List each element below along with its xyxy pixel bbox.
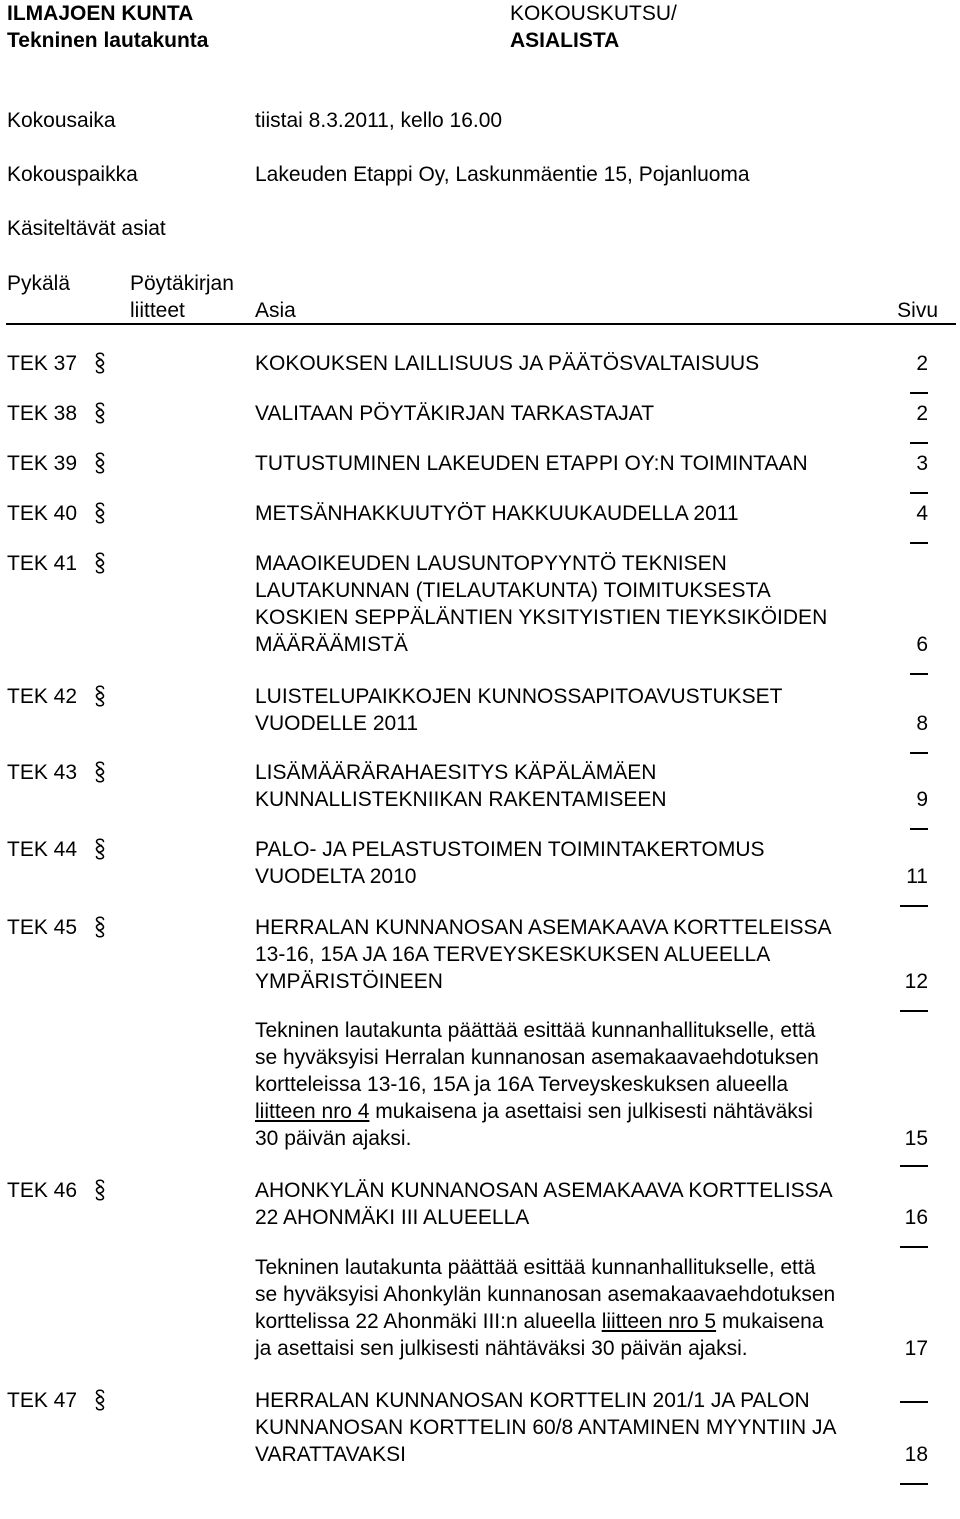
- section-sign-icon: [94, 836, 108, 863]
- tek46-note-page: 17: [904, 1337, 928, 1360]
- meeting-place-label: Kokouspaikka: [7, 163, 138, 186]
- agenda-title-line: MÄÄRÄÄMISTÄ: [255, 633, 408, 656]
- note-line: Tekninen lautakunta päättää esittää kunnanhallitukselle, että: [255, 1256, 816, 1279]
- agenda-title: [255, 450, 895, 477]
- section-sign-icon: [94, 450, 108, 477]
- meeting-time-label: Kokousaika: [7, 109, 116, 132]
- page-number: 18: [904, 1443, 928, 1466]
- agenda-title: [255, 759, 895, 813]
- note-text: mukaisena ja asettaisi sen julkisesti nähtäväksi: [369, 1100, 813, 1123]
- page-number: 3: [916, 452, 928, 475]
- tek45-decision-note: [255, 1017, 895, 1152]
- page-number-underline: [910, 673, 928, 675]
- page-number-underline: [910, 828, 928, 830]
- section-sign-icon: [94, 500, 108, 527]
- agenda-title: [255, 350, 895, 377]
- section-sign-icon: [94, 914, 108, 941]
- page-number: 9: [916, 788, 928, 811]
- note-line: se hyväksyisi Herralan kunnanosan asemakaavaehdotuksen: [255, 1046, 819, 1069]
- page-number-underline: [910, 542, 928, 544]
- page-number: 8: [916, 712, 928, 735]
- agenda-title-line: VUODELTA 2010: [255, 865, 417, 888]
- section-number: TEK 43: [7, 761, 78, 784]
- column-header-pykala: Pykälä: [7, 272, 71, 295]
- column-header-liitteet: liitteet: [130, 299, 185, 322]
- agenda-title-line: YMPÄRISTÖINEEN: [255, 970, 443, 993]
- agenda-title-line: 13-16, 15A JA 16A TERVEYSKESKUKSEN ALUEELLA: [255, 943, 771, 966]
- section-number: TEK 39: [7, 452, 78, 475]
- agenda-title-line: KOSKIEN SEPPÄLÄNTIEN YKSITYISTIEN TIEYKSIKÖIDEN: [255, 606, 828, 629]
- section-sign-icon: [94, 759, 108, 786]
- note-line: se hyväksyisi Ahonkylän kunnanosan asemakaavaehdotuksen: [255, 1283, 836, 1306]
- section-sign-icon: [94, 400, 108, 427]
- note-line: ja asettaisi sen julkisesti nähtäväksi 30 päivän ajaksi.: [255, 1337, 748, 1360]
- agenda-title: [255, 550, 895, 658]
- page-number-underline: [900, 1010, 928, 1012]
- items-heading: Käsiteltävät asiat: [7, 217, 166, 240]
- attachment-link-5[interactable]: liitteen nro 5: [601, 1310, 717, 1333]
- agenda-title: [255, 400, 895, 427]
- note-line: kortteleissa 13-16, 15A ja 16A Terveyskeskuksen alueella: [255, 1073, 789, 1096]
- agenda-title-line: MAAOIKEUDEN LAUSUNTOPYYNTÖ TEKNISEN: [255, 552, 727, 575]
- note-line: 30 päivän ajaksi.: [255, 1127, 412, 1150]
- agenda-title-line: LUISTELUPAIKKOJEN KUNNOSSAPITOAVUSTUKSET: [255, 685, 783, 708]
- agenda-title: [255, 836, 895, 890]
- agenda-title: [255, 500, 895, 527]
- note-line: [255, 1098, 895, 1125]
- page-number: 2: [916, 352, 928, 375]
- page-number: 16: [904, 1206, 928, 1229]
- column-header-sivu: Sivu: [897, 299, 938, 322]
- agenda-title-line: METSÄNHAKKUUTYÖT HAKKUUKAUDELLA 2011: [255, 502, 739, 525]
- column-header-poytakirjan: Pöytäkirjan: [130, 272, 234, 295]
- agenda-title: [255, 1387, 895, 1468]
- agenda-title-line: VARATTAVAKSI: [255, 1443, 406, 1466]
- agenda-title: [255, 914, 895, 995]
- section-number: TEK 41: [7, 552, 78, 575]
- page-number-underline: [900, 1483, 928, 1485]
- page-number-underline: [910, 392, 928, 394]
- section-number: TEK 40: [7, 502, 78, 525]
- agenda-title-line: LAUTAKUNNAN (TIELAUTAKUNTA) TOIMITUKSESTA: [255, 579, 771, 602]
- section-number: TEK 46: [7, 1179, 78, 1202]
- section-number: TEK 45: [7, 916, 78, 939]
- tek46-decision-note: [255, 1254, 895, 1362]
- agenda-title-line: HERRALAN KUNNANOSAN ASEMAKAAVA KORTTELEISSA: [255, 916, 832, 939]
- section-number: TEK 42: [7, 685, 78, 708]
- section-sign-icon: [94, 550, 108, 577]
- agenda-title-line: KUNNALLISTEKNIIKAN RAKENTAMISEEN: [255, 788, 667, 811]
- agenda-title: [255, 1177, 895, 1231]
- note-line: [255, 1308, 895, 1335]
- section-number: TEK 38: [7, 402, 78, 425]
- page-number-underline: [910, 492, 928, 494]
- agenda-title-line: LISÄMÄÄRÄRAHAESITYS KÄPÄLÄMÄEN: [255, 761, 657, 784]
- agenda-title-line: HERRALAN KUNNANOSAN KORTTELIN 201/1 JA PALON: [255, 1389, 810, 1412]
- agenda-title-line: KUNNANOSAN KORTTELIN 60/8 ANTAMINEN MYYNTIIN JA: [255, 1416, 837, 1439]
- agenda-title-line: VUODELLE 2011: [255, 712, 419, 735]
- page-number-underline: [900, 1246, 928, 1248]
- agenda-title-line: VALITAAN PÖYTÄKIRJAN TARKASTAJAT: [255, 402, 655, 425]
- section-number: TEK 37: [7, 352, 78, 375]
- agenda-title: [255, 683, 895, 737]
- page-number-underline: [910, 442, 928, 444]
- section-sign-icon: [94, 1177, 108, 1204]
- header-divider: [6, 323, 956, 325]
- section-sign-icon: [94, 350, 108, 377]
- tek45-note-page: 15: [904, 1127, 928, 1150]
- page-number-underline: [900, 1401, 928, 1403]
- agenda-title-line: AHONKYLÄN KUNNANOSAN ASEMAKAAVA KORTTELISSA: [255, 1179, 833, 1202]
- agenda-title-line: PALO- JA PELASTUSTOIMEN TOIMINTAKERTOMUS: [255, 838, 765, 861]
- note-text: korttelissa 22 Ahonmäki III:n alueella: [255, 1310, 602, 1333]
- agenda-title-line: TUTUSTUMINEN LAKEUDEN ETAPPI OY:N TOIMINTAAN: [255, 452, 808, 475]
- section-number: TEK 44: [7, 838, 78, 861]
- agenda-title-line: 22 AHONMÄKI III ALUEELLA: [255, 1206, 530, 1229]
- section-number: TEK 47: [7, 1389, 78, 1412]
- committee-name: Tekninen lautakunta: [7, 29, 209, 52]
- page-number-underline: [900, 1165, 928, 1167]
- page-number: 4: [916, 502, 928, 525]
- meeting-time-value: tiistai 8.3.2011, kello 16.00: [255, 109, 503, 132]
- meeting-place-value: Lakeuden Etappi Oy, Laskunmäentie 15, Pojanluoma: [255, 163, 750, 186]
- agenda-title-line: KOKOUKSEN LAILLISUUS JA PÄÄTÖSVALTAISUUS: [255, 352, 760, 375]
- page-number: 11: [906, 865, 928, 888]
- page-number-underline: [900, 905, 928, 907]
- note-line: Tekninen lautakunta päättää esittää kunnanhallitukselle, että: [255, 1019, 816, 1042]
- attachment-link-4[interactable]: liitteen nro 4: [255, 1100, 370, 1123]
- note-text: mukaisena: [716, 1310, 824, 1333]
- section-sign-icon: [94, 1387, 108, 1414]
- page-number: 2: [916, 402, 928, 425]
- section-sign-icon: [94, 683, 108, 710]
- document-type-line1: KOKOUSKUTSU/: [510, 2, 677, 25]
- page-number: 12: [904, 970, 928, 993]
- organization-name: ILMAJOEN KUNTA: [7, 2, 194, 25]
- document-type-line2: ASIALISTA: [510, 29, 620, 52]
- page-number: 6: [916, 633, 928, 656]
- column-header-asia: Asia: [255, 299, 296, 322]
- page-number-underline: [910, 752, 928, 754]
